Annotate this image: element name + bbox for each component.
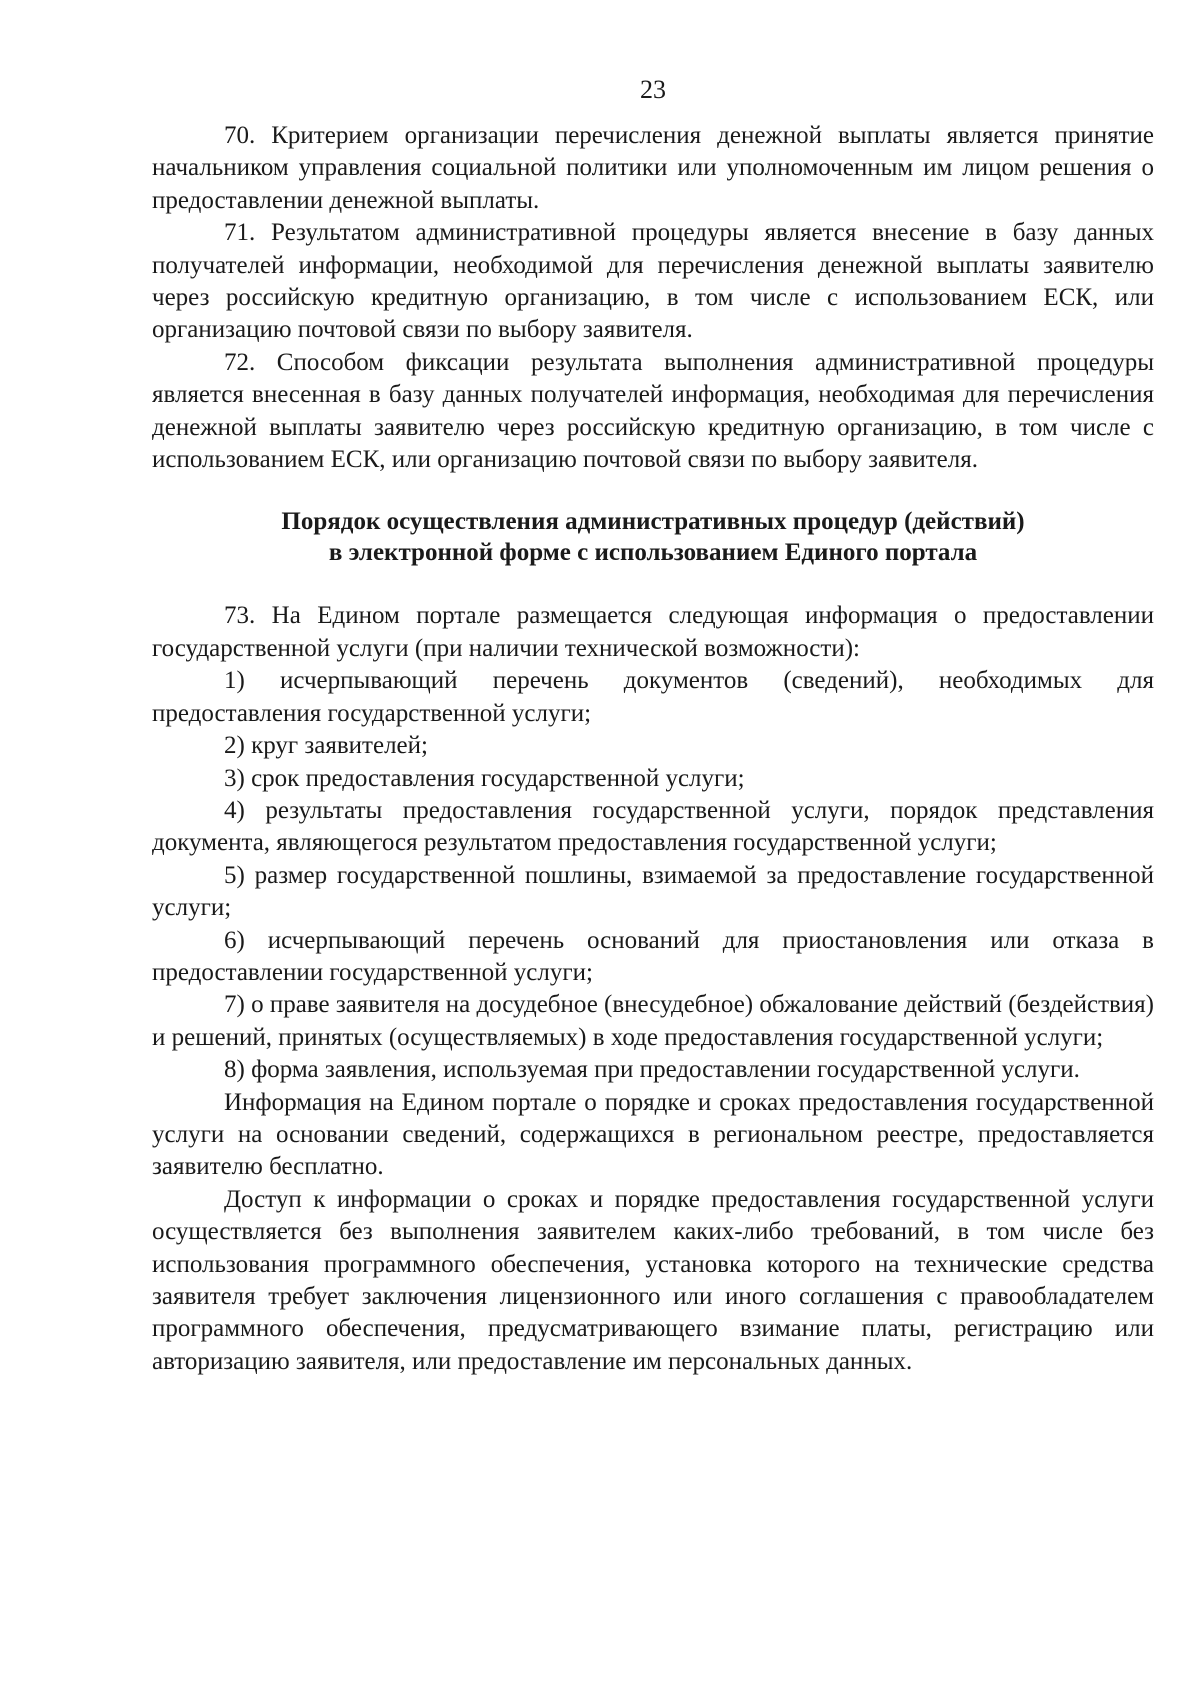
- section-heading-line-1: Порядок осуществления административных процедур (действий): [281, 508, 1025, 536]
- paragraph-access: Доступ к информации о сроках и порядке предоставления государственной услуги осуществляется без выполнения заявителем каких-либо требований, в том числе без использования программного обеспечения, установка которого на технические средства заявителя требует заключения лицензионного или иного соглашения с правообладателем программного обеспечения, предусматривающего взимание платы, регистрацию или авторизацию заявителя, или предоставление им персональных данных.: [152, 1185, 1154, 1375]
- page-number: 23: [640, 75, 666, 104]
- list-item-6: 6) исчерпывающий перечень оснований для приостановления или отказа в предоставлении государственной услуги;: [152, 926, 1154, 986]
- list-item-7: 7) о праве заявителя на досудебное (внесудебное) обжалование действий (бездействия) и решений, принятых (осуществляемых) в ходе предоставления государственной услуги;: [152, 991, 1154, 1051]
- list-item-2: 2) круг заявителей;: [224, 732, 428, 760]
- list-item-8: 8) форма заявления, используемая при предоставлении государственной услуги.: [224, 1056, 1080, 1084]
- paragraph-73: 73. На Едином портале размещается следующая информация о предоставлении государственной услуги (при наличии технической возможности):: [152, 602, 1154, 662]
- document-body: [152, 120, 1154, 1378]
- list-item-3: 3) срок предоставления государственной услуги;: [224, 764, 745, 792]
- list-item-1: 1) исчерпывающий перечень документов (сведений), необходимых для предоставления государственной услуги;: [152, 667, 1154, 727]
- list-item-4: 4) результаты предоставления государственной услуги, порядок представления документа, являющегося результатом предоставления государственной услуги;: [152, 796, 1154, 857]
- section-heading-line-2: в электронной форме с использованием Единого портала: [328, 539, 978, 567]
- list-item-5: 5) размер государственной пошлины, взимаемой за предоставление государственной услуги;: [152, 861, 1154, 922]
- paragraph-info-free: Информация на Едином портале о порядке и сроках предоставления государственной услуги на основании сведений, содержащихся в региональном реестре, предоставляется заявителю бесплатно.: [152, 1088, 1154, 1181]
- paragraph-72: 72. Способом фиксации результата выполнения административной процедуры является внесенная в базу данных получателей информация, необходимая для перечисления денежной выплаты заявителю через российскую кредитную организацию, в том числе с использованием ЕСК, или организацию почтовой связи по выбору заявителя.: [152, 348, 1154, 474]
- section-heading: [152, 506, 1154, 568]
- paragraph-70: 70. Критерием организации перечисления денежной выплаты является принятие начальником управления социальной политики или уполномоченным им лицом решения о предоставлении денежной выплаты.: [152, 122, 1154, 214]
- paragraph-71: 71. Результатом административной процедуры является внесение в базу данных получателей информации, необходимой для перечисления денежной выплаты заявителю через российскую кредитную организацию, в том числе с использованием ЕСК, или организацию почтовой связи по выбору заявителя.: [152, 219, 1154, 344]
